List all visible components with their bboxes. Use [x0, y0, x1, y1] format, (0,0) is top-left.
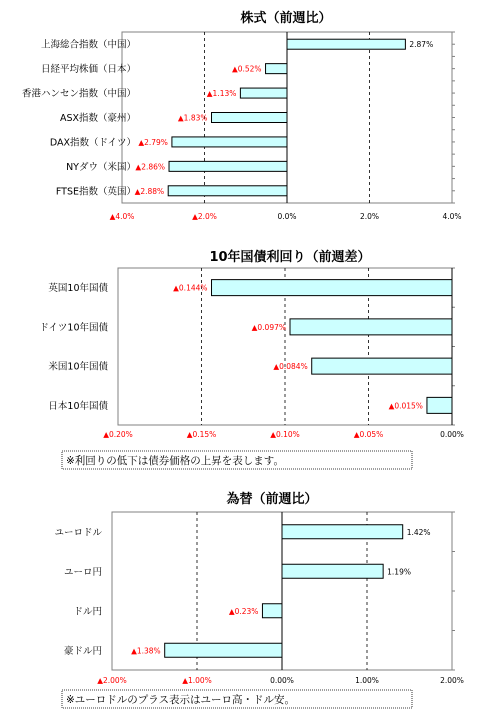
chart-title: 株式（前週比） — [240, 11, 332, 26]
bar — [287, 39, 405, 49]
x-tick-label: 2.00% — [440, 676, 464, 685]
x-tick-label: 0.0% — [277, 212, 297, 221]
chart-1 — [22, 10, 462, 221]
value-label: ▲1.13% — [206, 89, 237, 99]
value-label: ▲1.83% — [177, 113, 208, 123]
note-text: ※ユーロドルのプラス表示はユーロ高・ドル安。 — [66, 694, 295, 706]
category-label: DAX指数（ドイツ） — [49, 137, 136, 149]
bar — [212, 280, 452, 296]
category-label: FTSE指数（英国） — [55, 186, 136, 198]
x-tick-label: ▲0.20% — [103, 430, 133, 439]
chart-title: 10年国債利回り（前週差） — [209, 250, 371, 265]
category-label: ASX指数（豪州） — [59, 113, 136, 124]
value-label: ▲2.88% — [134, 186, 165, 196]
x-tick-label: 2.0% — [359, 212, 380, 221]
value-label: ▲0.097% — [251, 322, 287, 332]
category-label: 豪ドル円 — [63, 645, 102, 657]
value-label: 1.42% — [406, 527, 431, 537]
bar — [172, 137, 287, 147]
chart-title: 為替（前週比） — [226, 492, 318, 507]
value-label: ▲2.79% — [138, 137, 168, 147]
bar — [282, 525, 403, 539]
category-label: ドル円 — [73, 606, 102, 618]
value-label: ▲0.144% — [173, 283, 208, 293]
x-tick-label: ▲0.15% — [186, 430, 217, 439]
chart-2 — [39, 249, 464, 469]
category-label: 香港ハンセン指数（中国） — [21, 88, 136, 100]
bar — [427, 397, 452, 413]
value-label: ▲1.38% — [131, 646, 161, 656]
x-tick-label: 0.00% — [270, 676, 294, 685]
bar — [266, 64, 287, 74]
x-tick-label: ▲2.00% — [97, 676, 127, 685]
value-label: ▲2.86% — [135, 162, 166, 172]
value-label: ▲0.23% — [228, 606, 259, 616]
category-label: 日本10年国債 — [48, 400, 108, 412]
bar — [165, 643, 282, 657]
bar — [282, 564, 383, 578]
x-tick-label: ▲0.10% — [270, 430, 300, 439]
category-label: NYダウ（米国） — [66, 161, 136, 173]
x-tick-label: ▲0.05% — [353, 430, 384, 439]
value-label: 2.87% — [409, 40, 434, 50]
value-label: ▲0.084% — [273, 362, 308, 372]
category-label: 上海総合指数（中国） — [40, 39, 136, 51]
bar — [290, 319, 452, 335]
x-tick-label: ▲4.0% — [109, 212, 135, 221]
category-label: 米国10年国債 — [48, 361, 108, 373]
x-tick-label: ▲2.0% — [192, 212, 217, 221]
category-label: ユーロ円 — [63, 566, 102, 578]
note-text: ※利回りの低下は債券価格の上昇を表します。 — [66, 455, 284, 467]
chart-3 — [54, 491, 463, 708]
x-tick-label: 0.00% — [440, 430, 464, 439]
value-label: ▲0.52% — [231, 64, 262, 74]
value-label: 1.19% — [387, 567, 411, 577]
bar — [212, 113, 287, 123]
bar — [168, 186, 287, 196]
bar — [169, 161, 287, 171]
category-label: 英国10年国債 — [48, 283, 108, 295]
category-label: 日経平均株価（日本） — [40, 64, 136, 76]
bar — [240, 88, 287, 98]
category-label: ユーロドル — [54, 527, 102, 539]
x-tick-label: 1.00% — [355, 676, 379, 685]
value-label: ▲0.015% — [388, 401, 423, 411]
x-tick-label: ▲1.00% — [182, 676, 212, 685]
x-tick-label: 4.0% — [442, 212, 462, 221]
category-label: ドイツ10年国債 — [39, 322, 108, 334]
bar — [312, 358, 452, 374]
bar — [262, 604, 282, 618]
